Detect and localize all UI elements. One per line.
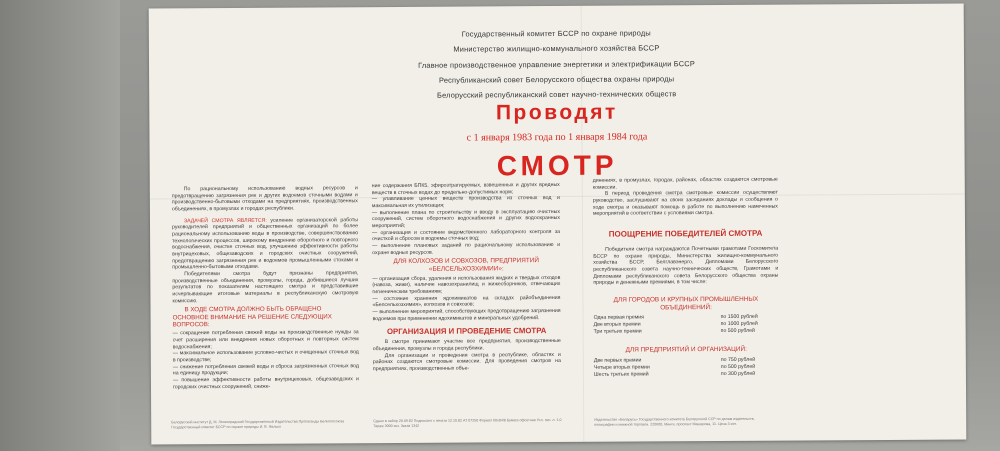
imprint-text: Издательство «Беларусь» Государственного комитета Белорусской ССР по делам издательств, полиграфии и книжной торговли. 220600, Минск, проспект Машерова, 11. Цена 3 коп. bbox=[594, 416, 755, 427]
background-wall bbox=[0, 0, 120, 451]
promotion-heading: ПООЩРЕНИЕ ПОБЕДИТЕЛЕЙ СМОТРА bbox=[608, 228, 763, 239]
poster-title: СМОТР bbox=[496, 149, 618, 182]
list-item: — максимальное использование условно-чистых и очищенных сточных вод в производстве; bbox=[172, 349, 359, 364]
prize-amount: по 500 рублей bbox=[720, 363, 756, 370]
poster bbox=[149, 4, 967, 445]
imprint-text: Сдано в набор 20.09.82 Подписано к печати 12.10.82 АТ 07250 Формат 60x84/8 Бумага офсетная Усл. печ. л. 1,0 Тираж 3000 экз. Заказ 1342 bbox=[373, 417, 562, 428]
attention-heading: В ХОДЕ СМОТРА ДОЛЖНО БЫТЬ ОБРАЩЕНО ОСНОВНОЕ ВНИМАНИЕ НА РЕШЕНИЕ СЛЕДУЮЩИХ ВОПРОСОВ: bbox=[172, 305, 332, 329]
prize-label: Шесть третьих премий bbox=[593, 370, 649, 378]
organization-text: Для организации и проведения смотра в республике, областях и районах создаются смотровые комиссии. Для проведения смотров на предприятиях, производственных объе- bbox=[372, 351, 561, 373]
column-1 bbox=[172, 185, 359, 390]
organizer-line: Министерство жилищно-коммунального хозяйства БССР bbox=[453, 43, 660, 54]
list-item: — снижение потребления свежей воды и сброса загрязненных сточных вод на единицу продукции; bbox=[172, 362, 359, 377]
tasks-text: усиление организаторской работы руководителей предприятий и общественных организаций по более рациональному использованию воды в производстве, совершенствованию технологических процессов, широкому внедрению оборотного и повторного водоснабжения, очистке сточных вод, улучшению эффективности работы внутрицеховых, общезаводских и городских очистных сооружений, предотвращению загрязнения рек и водоемов промышленными стоками и промышленно-бытовыми отходами. bbox=[171, 216, 359, 271]
promotion-text: Победители смотра награждаются Почетными грамотами Госкомитета БССР по охране природы, Министерства жилищно-коммунального хозяйства БССР, Белглавэнерго, Дипломами Белорусского республиканского совета научно-технических обществ, Грамотами и Дипломами республиканского совета Белорусского общества охраны природы и денежными премиями, в том числе: bbox=[593, 245, 779, 287]
enterprises-heading: ДЛЯ ПРЕДПРИЯТИЙ И ОРГАНИЗАЦИЙ: bbox=[625, 346, 747, 355]
dates: с 1 января 1983 года по 1 января 1984 года bbox=[466, 131, 648, 144]
heading: Проводят bbox=[495, 100, 618, 125]
farms-heading: ДЛЯ КОЛХОЗОВ И СОВХОЗОВ, ПРЕДПРИЯТИЙ «БЕЛСЕЛЬХОЗХИМИИ»: bbox=[393, 257, 539, 273]
list-item: — выполнение плана по строительству и вводу в эксплуатацию очистных сооружений, систем оборотного водоснабжения и других водоохранных мероприятий; bbox=[371, 208, 560, 230]
organizer-line: Государственный комитет БССР по охране природы bbox=[461, 28, 651, 39]
organizers bbox=[149, 24, 964, 105]
list-item: — состояние хранения ядохимикатов на складах райобъединения «Белсельхозхимия», колхозов и совхозов; bbox=[372, 294, 561, 309]
prize-label: Четыре вторых премии bbox=[593, 364, 650, 371]
list-item: — выполнение плановых заданий по рациональному использованию и охране водных ресурсов. bbox=[372, 241, 561, 256]
winners-text: Победителями смотра будут признаны предприятия, производственные объединения, промузлы, города, добившиеся лучших результатов по показателям настоящего смотра и представившие исчерпывающие итоговые материалы в республиканскую смотровую комиссию. bbox=[172, 270, 359, 304]
list-item: — выполнение мероприятий, способствующих предотвращению загрязнения водоемов при применении ядохимикатов и минеральных удобрений. bbox=[372, 308, 561, 322]
intro-text: По рациональному использованию водных ресурсов и предотвращению загрязнения рек и других водоемов сточными водами и производственно-бытовыми отходами на предприятиях, производственных объединениях, в промузлах и городах республики. bbox=[171, 185, 358, 213]
organizer-line: Главное производственное управление энергетики и электрификации БССР bbox=[418, 58, 695, 70]
prize-amount: по 1500 рублей bbox=[720, 314, 758, 321]
commission-text: В период проведения смотра смотровые комиссии осуществляют руководство, заслушивают на своих заседаниях доклады и сообщения о ходе смотра и оказывают помощь в работе по выполнению намеченных мероприятий в соответствии с условиями смотра. bbox=[592, 189, 778, 218]
list-item: — повышение эффективности работы внутрицеховых, общезаводских и городских очистных сооружений, сниже- bbox=[172, 376, 359, 390]
column-2 bbox=[372, 182, 561, 373]
list-item: — сокращение потребления свежей воды на производственные нужды за счет расширения или внедрения новых оборотных и повторных систем водоснабжения; bbox=[172, 329, 359, 351]
prize-row bbox=[594, 327, 779, 335]
prize-row bbox=[594, 370, 779, 378]
organizer-line: Республиканский совет Белорусского общества охраны природы bbox=[438, 74, 675, 85]
list-item: — улавливание ценных веществ производства из сточных вод и максимальная их утилизация; bbox=[371, 195, 560, 210]
prize-label: Две вторых премии bbox=[593, 321, 641, 328]
tasks-paragraph bbox=[172, 217, 358, 271]
list-item: — организация сбора, удаления и использования жидких и твердых отходов (навоза, жижи), наличие навозохранилищ и жижесборников, отвечающих гигиеническим требованиям; bbox=[372, 274, 561, 296]
prize-amount: по 300 рублей bbox=[720, 370, 756, 377]
commission-text: динениях, в промузлах, городах, районах, областях создаются смотровые комиссии. bbox=[592, 176, 778, 191]
imprint-text: Белорусский институт Д. М. Ленинградский Государственный Издательства Пропаганды Белкоопсоюза Государственный комитет БССР по охране природы И. В. Фалько bbox=[171, 419, 345, 429]
organization-heading: ОРГАНИЗАЦИЯ И ПРОВЕДЕНИЕ СМОТРА bbox=[386, 326, 547, 337]
prize-amount: по 1000 рублей bbox=[720, 320, 758, 328]
cities-heading: ДЛЯ ГОРОДОВ И КРУПНЫХ ПРОМЫШЛЕННЫХ ОБЪЕДИНЕНИЙ: bbox=[613, 295, 759, 312]
list-item: ние содержания БПК5, эфирозтрагируемых, взвешенных и других вредных веществ в сточных водах до предельно-допустимых норм; bbox=[371, 181, 560, 196]
column-3 bbox=[593, 177, 779, 378]
prize-label: Две первых премии bbox=[593, 357, 642, 365]
tasks-heading: ЗАДАЧЕЙ СМОТРА ЯВЛЯЕТСЯ: bbox=[183, 217, 267, 224]
list-item: — организация и состояние ведомственного лабораторного контроля за очисткой и сбросом в водоемы сточных вод; bbox=[372, 228, 561, 243]
prize-label: Одна первая премия bbox=[593, 314, 645, 322]
organizer-line: Белорусский республиканский совет научно-технических обществ bbox=[436, 89, 677, 100]
prize-amount: по 750 рублей bbox=[720, 357, 756, 364]
prize-label: Три третьих премии bbox=[593, 328, 642, 335]
organization-text: В смотре принимают участие все предприятия, производственные объединения, промузлы и города республики. bbox=[372, 338, 561, 353]
prize-amount: по 500 рублей bbox=[720, 327, 755, 334]
